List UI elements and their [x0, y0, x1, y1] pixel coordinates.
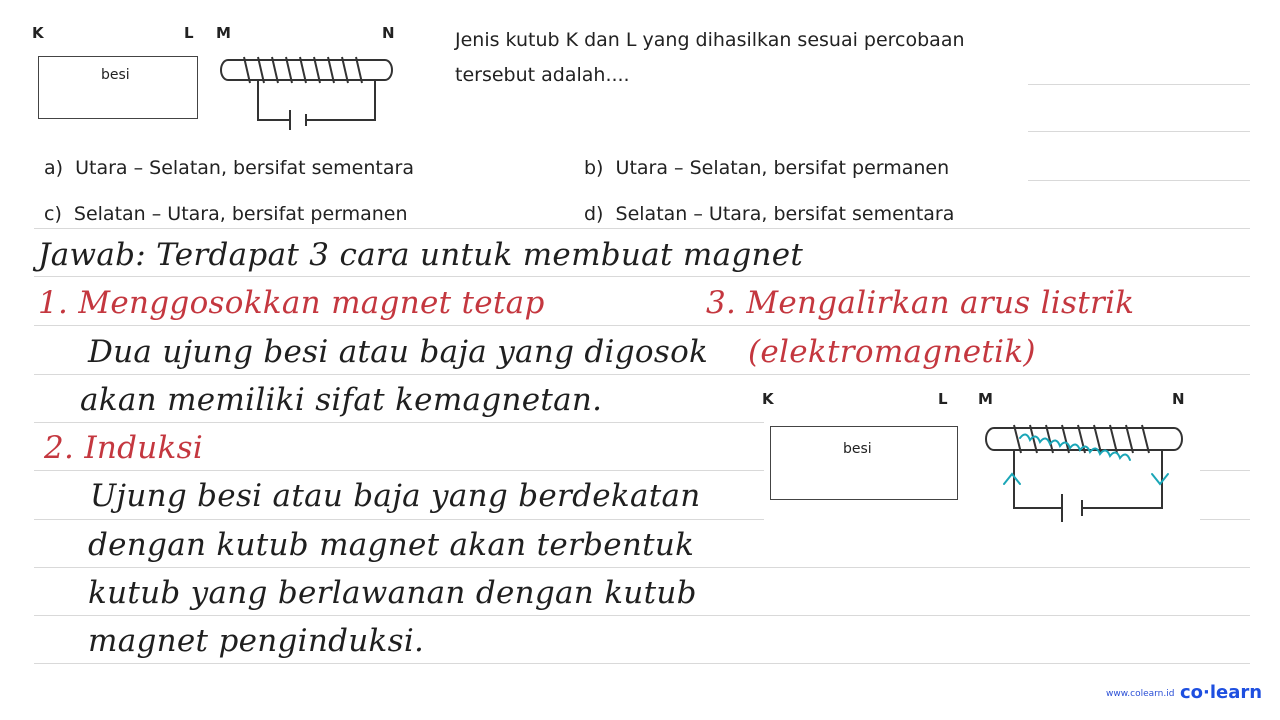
answer-item-2-line-3: kutub yang berlawanan dengan kutub — [88, 575, 697, 611]
option-a — [44, 157, 414, 179]
current-direction-annotation — [1004, 434, 1168, 484]
right-solenoid-circuit-diagram — [984, 416, 1190, 528]
iron-bar — [38, 56, 198, 119]
answer-item-2-title: 2. Induksi — [44, 430, 204, 466]
option-a-text: Utara – Selatan, bersifat sementara — [75, 157, 414, 179]
answer-item-3-title-line-2: (elektromagnetik) — [748, 334, 1036, 370]
option-d-letter: d) — [584, 203, 604, 225]
answer-item-2-line-1: Ujung besi atau baja yang berdekatan — [90, 478, 701, 514]
pole-label-m: M — [216, 24, 231, 42]
option-d-text: Selatan – Utara, bersifat sementara — [615, 203, 955, 225]
right-pole-label-n: N — [1172, 390, 1185, 408]
question-line-1: Jenis kutub K dan L yang dihasilkan sesuai percobaan — [455, 29, 965, 51]
option-b-letter: b) — [584, 157, 604, 179]
answer-item-3-title-line-1: 3. Mengalirkan arus listrik — [706, 285, 1135, 321]
option-c — [44, 203, 408, 225]
answer-intro: Jawab: Terdapat 3 cara untuk membuat magnet — [38, 237, 804, 273]
option-d — [584, 203, 954, 225]
answer-item-1-title: 1. Menggosokkan magnet tetap — [38, 285, 545, 321]
footer-url: www.colearn.id — [1106, 689, 1175, 699]
solenoid-circuit-diagram — [220, 50, 400, 135]
right-pole-label-k: K — [762, 390, 774, 408]
option-a-letter: a) — [44, 157, 64, 179]
option-b-text: Utara – Selatan, bersifat permanen — [615, 157, 950, 179]
option-c-letter: c) — [44, 203, 62, 225]
option-c-text: Selatan – Utara, bersifat permanen — [73, 203, 408, 225]
pole-label-n: N — [382, 24, 395, 42]
answer-item-2-line-2: dengan kutub magnet akan terbentuk — [88, 527, 695, 563]
right-iron-bar-label: besi — [843, 441, 872, 457]
pole-label-l: L — [184, 24, 194, 42]
iron-bar-label: besi — [101, 67, 130, 83]
answer-item-2-line-4: magnet penginduksi. — [88, 623, 425, 659]
colearn-logo: co·learn — [1180, 682, 1263, 703]
question-line-2: tersebut adalah.... — [455, 64, 630, 86]
answer-item-1-line-2: akan memiliki sifat kemagnetan. — [80, 382, 603, 418]
right-pole-label-m: M — [978, 390, 993, 408]
option-b — [584, 157, 949, 179]
right-pole-label-l: L — [938, 390, 948, 408]
right-iron-bar — [770, 426, 958, 500]
answer-item-1-line-1: Dua ujung besi atau baja yang digosok — [88, 334, 709, 370]
pole-label-k: K — [32, 24, 44, 42]
